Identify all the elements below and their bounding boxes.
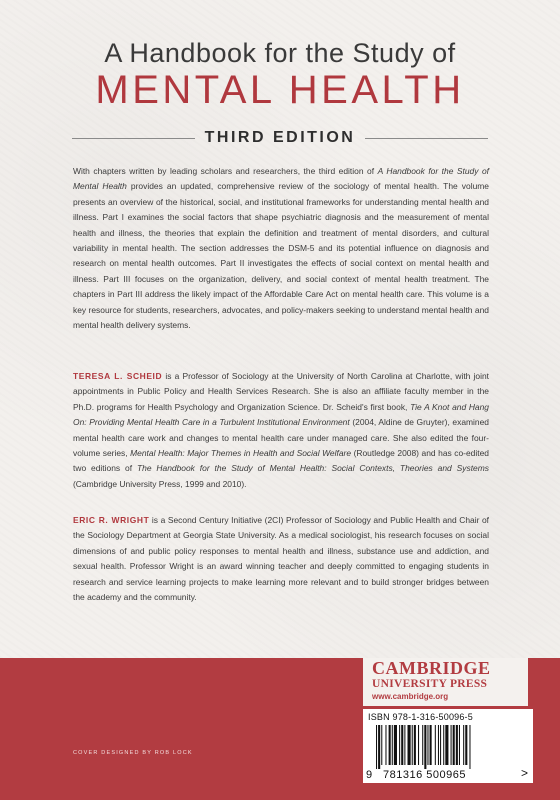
barcode-bar [456, 725, 458, 765]
edition-rule-left [72, 138, 195, 139]
book-description [73, 164, 489, 333]
bio1-text-1: is a Professor of Sociology at the University of North Carolina at Charlotte, with joint appointments in Public Policy and Health Services Research. She is also an affiliate faculty member in the Ph.D. programs for Health Psychology and Organization Science. Dr. Scheid's first book, [73, 371, 490, 412]
publisher-url: www.cambridge.org [372, 692, 449, 701]
author-bio-wright [73, 513, 489, 605]
barcode-bar [422, 725, 423, 765]
publisher-logo-name: CAMBRIDGE [372, 658, 491, 678]
author-name-scheid: TERESA L. SCHEID [73, 371, 163, 381]
barcode-bar [440, 725, 441, 765]
title-line-2: MENTAL HEALTH [95, 68, 465, 112]
barcode-bar [465, 725, 467, 765]
barcode-bar [424, 725, 426, 769]
desc-text-2: provides an updated, comprehensive review of the sociology of mental health. The volume presents an overview of the historical, social, and institutional frameworks for understanding mental health and illness. Part I examines the social factors that shape psychiatric diagnosis and the measurement of mental health and illness, the theories that explain the definition and treatment of mental disorders, and cultural variability in mental health. The section addresses the DSM-5 and its potential influence on diagnosis and research on mental health outcomes. Part II investigates the effects of social context on mental health and illness. Part III focuses on the organization, delivery, and social context of mental health treatment. The chapters in Part III address the likely impact of the Affordable Care Act on mental health care. This volume is a key resource for students, researchers, advocates, and policy-makers seeking to understand mental health and mental health delivery systems. [73, 181, 489, 331]
barcode-bar [453, 725, 455, 765]
title-line-1: A Handbook for the Study of [104, 38, 456, 68]
barcode-bar [389, 725, 391, 765]
bio1-text-4: (Cambridge University Press, 1999 and 2010). [73, 478, 247, 489]
barcode-bar [381, 725, 382, 765]
barcode-bar [408, 725, 411, 765]
bio1-italic-1: Tie A Knot and Hang On: Providing Mental Health Care in a Turbulent Institutional Environment [73, 401, 489, 428]
barcode-bar [445, 725, 448, 765]
barcode-bar [414, 725, 416, 765]
desc-text-1: With chapters written by leading scholars and researchers, the third edition of [73, 166, 378, 176]
barcode-bar [378, 725, 380, 769]
barcode-bar [469, 725, 470, 769]
cover-credit: COVER DESIGNED BY ROB LOCK [73, 750, 193, 756]
edition-row [72, 127, 488, 149]
barcode-bar [463, 725, 464, 765]
barcode-bar [451, 725, 452, 765]
barcode-bar [394, 725, 397, 765]
edition-rule-right [365, 138, 488, 139]
bio1-text-3: (Routledge 2008) and has co-edited two editions of [73, 448, 489, 474]
barcode-arrow: > [521, 766, 529, 780]
barcode-bar [443, 725, 444, 765]
author-bio-scheid [73, 369, 489, 492]
barcode-bar [438, 725, 439, 765]
publisher-logo-sub: UNIVERSITY PRESS [372, 678, 488, 690]
barcode-bar [427, 725, 428, 765]
barcode-lead-digit: 9 [366, 769, 373, 781]
barcode-bar [412, 725, 413, 765]
isbn-label: ISBN 978-1-316-50096-5 [368, 712, 473, 722]
barcode-bar [430, 725, 432, 765]
edition-label: THIRD EDITION [204, 129, 356, 146]
bio2-text-1: is a Second Century Initiative (2CI) Professor of Sociology and Public Health and Chair of the Sociology Department at Georgia State University. As a medical sociologist, his research focuses on social dimensions of and public policy responses to mental health and illness, substance use and addiction, and sexual health. Professor Wright is an award winning teacher and deeply committed to engaging students in research and service learning projects to make learning more relevant and to build stronger bridges between the academy and the community. [73, 515, 490, 603]
barcode-digits [383, 769, 466, 781]
barcode-bar [404, 725, 405, 765]
barcode-bar [401, 725, 403, 765]
barcode-bar [385, 725, 386, 765]
barcode-bar [459, 725, 460, 765]
barcode-bar [376, 725, 377, 769]
barcode-bar [399, 725, 400, 765]
desc-italic-title: A Handbook for the Study of Mental Health [73, 166, 489, 192]
bio1-italic-2: Mental Health: Major Themes in Health and Social Welfare [130, 448, 352, 459]
barcode-bar [435, 725, 436, 765]
barcode-digit-string: 781316 500965 [383, 769, 466, 781]
author-name-wright: ERIC R. WRIGHT [73, 515, 150, 525]
barcode-bar [418, 725, 419, 765]
bio1-italic-3: The Handbook for the Study of Mental Health: Social Contexts, Theories and Systems [136, 463, 489, 474]
barcode-graphic [376, 725, 516, 769]
barcode-bar [392, 725, 393, 765]
bio1-text-2: (2004, Aldine de Gruyter), examined mental health care work and changes to mental health care under managed care. She also edited the four-volume series, [73, 417, 490, 459]
